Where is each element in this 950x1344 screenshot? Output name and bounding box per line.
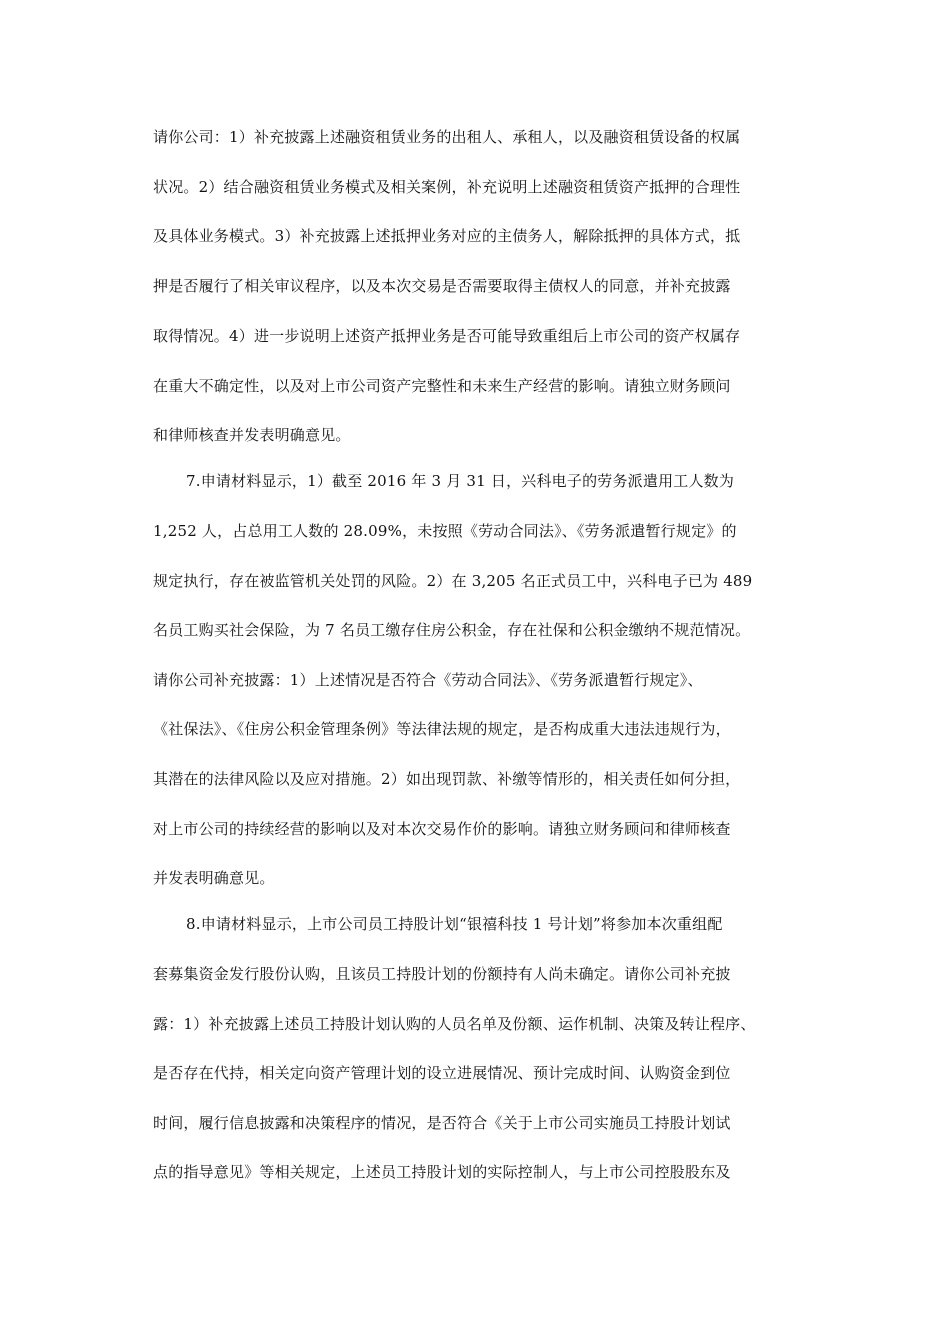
text-line: 及具体业务模式。3）补充披露上述抵押业务对应的主债务人，解除抵押的具体方式，抵 (153, 227, 741, 245)
paragraph-8-start: 8.申请材料显示，上市公司员工持股计划“银禧科技 1 号计划”将参加本次重组配 (186, 915, 723, 933)
text-line: 《社保法》、《住房公积金管理条例》等法律法规的规定，是否构成重大违法违规行为， (153, 720, 731, 738)
paragraph-7-start: 7.申请材料显示，1）截至 2016 年 3 月 31 日，兴科电子的劳务派遣用工人数为 (186, 472, 735, 490)
text-line: 是否存在代持，相关定向资产管理计划的设立进展情况、预计完成时间、认购资金到位 (153, 1064, 731, 1082)
text-line: 露：1）补充披露上述员工持股计划认购的人员名单及份额、运作机制、决策及转让程序、 (153, 1015, 756, 1033)
text-line: 名员工购买社会保险，为 7 名员工缴存住房公积金，存在社保和公积金缴纳不规范情况。 (153, 621, 751, 639)
text-line: 请你公司补充披露：1）上述情况是否符合《劳动合同法》、《劳务派遣暂行规定》、 (153, 671, 703, 689)
text-line: 状况。2）结合融资租赁业务模式及相关案例，补充说明上述融资租赁资产抵押的合理性 (153, 178, 741, 196)
text-line: 在重大不确定性，以及对上市公司资产完整性和未来生产经营的影响。请独立财务顾问 (153, 377, 731, 395)
text-line: 对上市公司的持续经营的影响以及对本次交易作价的影响。请独立财务顾问和律师核查 (153, 820, 731, 838)
text-line: 请你公司：1）补充披露上述融资租赁业务的出租人、承租人，以及融资租赁设备的权属 (153, 128, 741, 146)
text-line: 押是否履行了相关审议程序，以及本次交易是否需要取得主债权人的同意，并补充披露 (153, 277, 731, 295)
text-line: 取得情况。4）进一步说明上述资产抵押业务是否可能导致重组后上市公司的资产权属存 (153, 327, 741, 345)
text-line: 点的指导意见》等相关规定，上述员工持股计划的实际控制人，与上市公司控股股东及 (153, 1163, 731, 1181)
text-line: 并发表明确意见。 (153, 869, 275, 887)
text-line: 和律师核查并发表明确意见。 (153, 426, 351, 444)
text-line: 规定执行，存在被监管机关处罚的风险。2）在 3,205 名正式员工中，兴科电子已为 489 (153, 572, 753, 590)
text-line: 其潜在的法律风险以及应对措施。2）如出现罚款、补缴等情形的，相关责任如何分担， (153, 770, 741, 788)
text-line: 套募集资金发行股份认购，且该员工持股计划的份额持有人尚未确定。请你公司补充披 (153, 965, 731, 983)
text-line: 时间，履行信息披露和决策程序的情况，是否符合《关于上市公司实施员工持股计划试 (153, 1114, 731, 1132)
text-line: 1,252 人，占总用工人数的 28.09%，未按照《劳动合同法》、《劳务派遣暂行规定》的 (153, 522, 737, 540)
